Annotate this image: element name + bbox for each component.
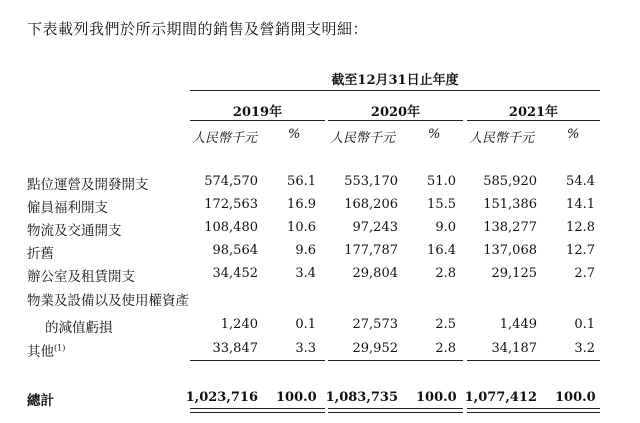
cell-value: 172,563 (204, 197, 258, 212)
row-label: 的減值虧損 (45, 320, 113, 336)
currency-header-2019: 人民幣千元 (192, 131, 258, 146)
total-double-rule (328, 408, 463, 413)
cell-value: 98,564 (212, 243, 258, 258)
cell-percent: 9.0 (435, 220, 456, 235)
cell-percent: 54.4 (566, 174, 595, 189)
subtotal-rule (328, 360, 463, 361)
cell-percent: 14.1 (566, 197, 595, 212)
cell-percent: 56.1 (287, 174, 316, 189)
total-percent: 100.0 (276, 390, 317, 405)
total-label: 總計 (27, 393, 54, 409)
year-rule-2020 (328, 120, 463, 121)
total-value: 1,023,716 (185, 390, 258, 405)
cell-percent: 9.6 (295, 243, 316, 258)
cell-percent: 12.7 (566, 243, 595, 258)
cell-value: 585,920 (483, 174, 537, 189)
cell-percent: 10.6 (287, 220, 316, 235)
row-label (27, 340, 65, 360)
total-percent: 100.0 (555, 390, 596, 405)
cell-value: 27,573 (352, 317, 398, 332)
cell-percent: 0.1 (295, 317, 316, 332)
cell-value: 29,952 (352, 341, 398, 356)
cell-value: 1,240 (220, 317, 258, 332)
cell-percent: 3.3 (295, 341, 316, 356)
row-label: 折舊 (27, 246, 54, 262)
cell-percent: 3.2 (574, 341, 595, 356)
cell-percent: 2.8 (435, 266, 456, 281)
row-label: 點位運營及開發開支 (27, 177, 149, 193)
cell-percent: 12.8 (566, 220, 595, 235)
cell-percent: 2.7 (574, 266, 595, 281)
cell-value: 29,125 (491, 266, 537, 281)
cell-percent: 15.5 (427, 197, 456, 212)
cell-percent: 2.8 (435, 341, 456, 356)
cell-percent: 16.9 (287, 197, 316, 212)
percent-header-2021: % (567, 127, 580, 142)
cell-value: 29,804 (352, 266, 398, 281)
cell-value: 553,170 (344, 174, 398, 189)
cell-value: 33,847 (212, 341, 258, 356)
cell-value: 97,243 (352, 220, 398, 235)
cell-value: 1,449 (499, 317, 537, 332)
total-value: 1,077,412 (464, 390, 537, 405)
cell-value: 137,068 (483, 243, 537, 258)
cell-percent: 16.4 (427, 243, 456, 258)
currency-header-2021: 人民幣千元 (469, 131, 535, 146)
cell-value: 138,277 (483, 220, 537, 235)
subtotal-rule (467, 360, 600, 361)
total-percent: 100.0 (416, 390, 457, 405)
year-header-2021: 2021年 (508, 105, 559, 120)
row-label: 僱員福利開支 (27, 200, 108, 216)
cell-value: 34,187 (491, 341, 537, 356)
footnote-marker: (1) (54, 343, 66, 353)
cell-value: 34,452 (212, 266, 258, 281)
cell-percent: 0.1 (574, 317, 595, 332)
percent-header-2020: % (428, 127, 441, 142)
row-label: 物業及設備以及使用權資產 (27, 293, 189, 309)
year-header-2019: 2019年 (232, 105, 283, 120)
cell-percent: 3.4 (295, 266, 316, 281)
period-header: 截至12月31日止年度 (331, 73, 459, 88)
year-rule-2021 (467, 120, 600, 121)
currency-header-2020: 人民幣千元 (330, 131, 396, 146)
cell-value: 574,570 (204, 174, 258, 189)
row-label: 物流及交通開支 (27, 223, 122, 239)
period-rule (190, 90, 600, 91)
intro-text: 下表載列我們於所示期間的銷售及營銷開支明細： (27, 20, 369, 38)
row-label: 辦公室及租賃開支 (27, 269, 135, 285)
row-label-text: 其他 (27, 344, 54, 360)
total-double-rule (467, 408, 600, 413)
total-double-rule (190, 408, 325, 413)
total-value: 1,083,735 (325, 390, 398, 405)
subtotal-rule (190, 360, 325, 361)
year-rule-2019 (190, 120, 325, 121)
cell-value: 177,787 (344, 243, 398, 258)
year-header-2020: 2020年 (370, 105, 421, 120)
percent-header-2019: % (288, 127, 301, 142)
cell-percent: 51.0 (427, 174, 456, 189)
cell-value: 108,480 (204, 220, 258, 235)
cell-percent: 2.5 (435, 317, 456, 332)
cell-value: 168,206 (344, 197, 398, 212)
cell-value: 151,386 (483, 197, 537, 212)
